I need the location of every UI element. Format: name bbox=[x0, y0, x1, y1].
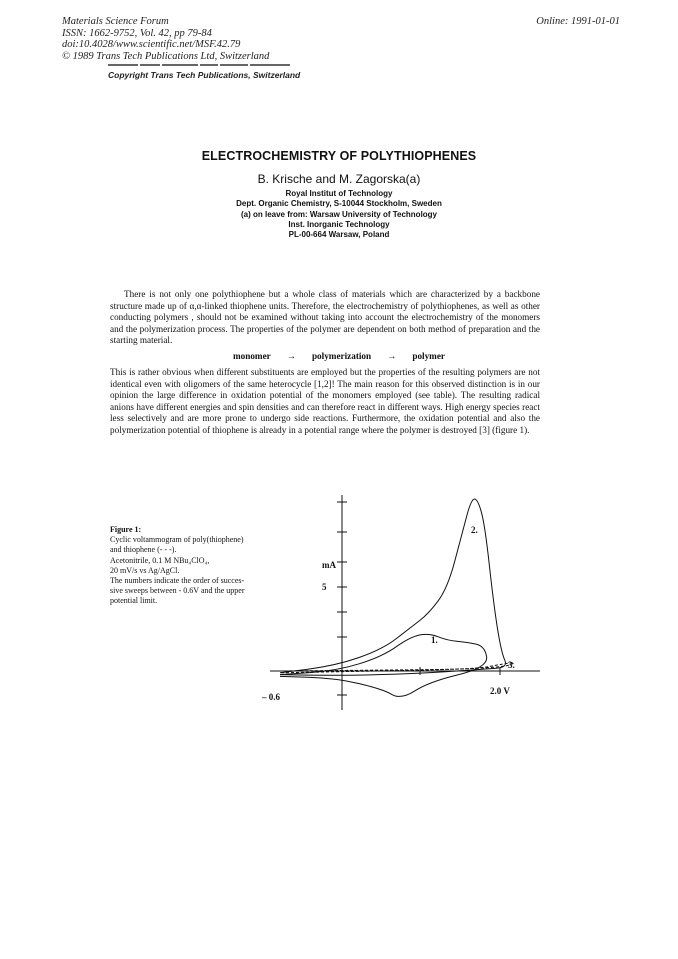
scheme-arrow: → bbox=[286, 351, 296, 361]
clipped-scan-line bbox=[108, 64, 294, 67]
scheme-polymer: polymer bbox=[412, 351, 445, 361]
scheme-monomer: monomer bbox=[232, 351, 271, 361]
affiliation-line: Inst. Inorganic Technology bbox=[288, 219, 390, 229]
x-min-label: – 0.6 bbox=[262, 692, 280, 702]
affiliation-line: Royal Institut of Technology bbox=[285, 189, 393, 198]
paper-title: ELECTROCHEMISTRY OF POLYTHIOPHENES bbox=[201, 149, 477, 163]
affiliation-line: PL-00-664 Warsaw, Poland bbox=[288, 230, 390, 240]
journal-header bbox=[62, 16, 269, 62]
figure-caption-title: Figure 1: bbox=[110, 525, 142, 534]
copyright-notice: Copyright Trans Tech Publications, Switzerland bbox=[108, 70, 301, 80]
affiliation-block bbox=[0, 189, 678, 240]
paper-authors: B. Krische and M. Zagorska(a) bbox=[257, 172, 421, 186]
issn-line: ISSN: 1662-9752, Vol. 42, pp 79-84 bbox=[62, 27, 212, 39]
caption-line: Cyclic voltammogram of poly(thiophene) bbox=[110, 535, 244, 545]
caption-line: potential limit. bbox=[110, 596, 158, 606]
reaction-scheme bbox=[0, 351, 678, 361]
online-date: Online: 1991-01-01 bbox=[536, 16, 620, 27]
sweep-label-3: 3. bbox=[508, 660, 515, 670]
y-unit-label: mA bbox=[322, 560, 336, 570]
caption-line: Acetonitrile, 0.1 M NBu₄ClO₄, bbox=[110, 555, 210, 565]
x-max-label: 2.0 V bbox=[490, 686, 510, 696]
caption-line: and thiophene (- - -). bbox=[110, 545, 177, 555]
series-line-1 bbox=[280, 634, 487, 696]
sweep-label-2: 2. bbox=[471, 525, 478, 535]
caption-line: The numbers indicate the order of succes- bbox=[110, 576, 245, 586]
caption-line: sive sweeps between - 0.6V and the upper bbox=[110, 586, 245, 596]
affiliation-line: (a) on leave from: Warsaw University of Technology bbox=[240, 209, 438, 219]
sweep-label-1: 1. bbox=[431, 635, 438, 645]
scheme-arrow: → bbox=[387, 351, 397, 361]
body-paragraph: This is rather obvious when different substituents are employed but the properties of the resulting polymers are not identical even with oligomers of the same heterocycle [1,2]! The main reason for this observed distinction is in our opinion the large difference in oxidation potential of the monomers employed (see table). The resulting radical anions have different energies and spin densities and can therefore react in different ways. High energy species react less selectively and are more prone to undergo side reactions. Furthermore, the oxidation potential and also the polymerization potential of thiophene is already in a potential range where the polymer is destroyed [3] (figure 1). bbox=[110, 367, 540, 435]
intro-paragraph: There is not only one polythiophene but a whole class of materials which are characterized by a backbone structure made up of α,α-linked thiophene units. Therefore, the electrochemistry of polythiophenes, as well as other conducting polymers , should not be examined without taking into account the electrochemistry of the monomers and the polymerization process. The properties of the polymer are dependent on both method of preparation and the starting material. bbox=[110, 289, 540, 345]
caption-line: 20 mV/s vs Ag/AgCl. bbox=[110, 565, 180, 575]
series-layer bbox=[280, 499, 514, 696]
doi-line: doi:10.4028/www.scientific.net/MSF.42.79 bbox=[62, 39, 241, 50]
journal-name: Materials Science Forum bbox=[62, 16, 169, 27]
affiliation-line: Dept. Organic Chemistry, S-10044 Stockholm, Sweden bbox=[236, 199, 442, 209]
y-tick-label: 5 bbox=[322, 582, 327, 592]
scheme-polymerization: polymerization bbox=[311, 351, 372, 361]
cyclic-voltammogram-chart bbox=[260, 490, 545, 715]
publisher-line: © 1989 Trans Tech Publications Ltd, Switzerland bbox=[62, 50, 270, 62]
